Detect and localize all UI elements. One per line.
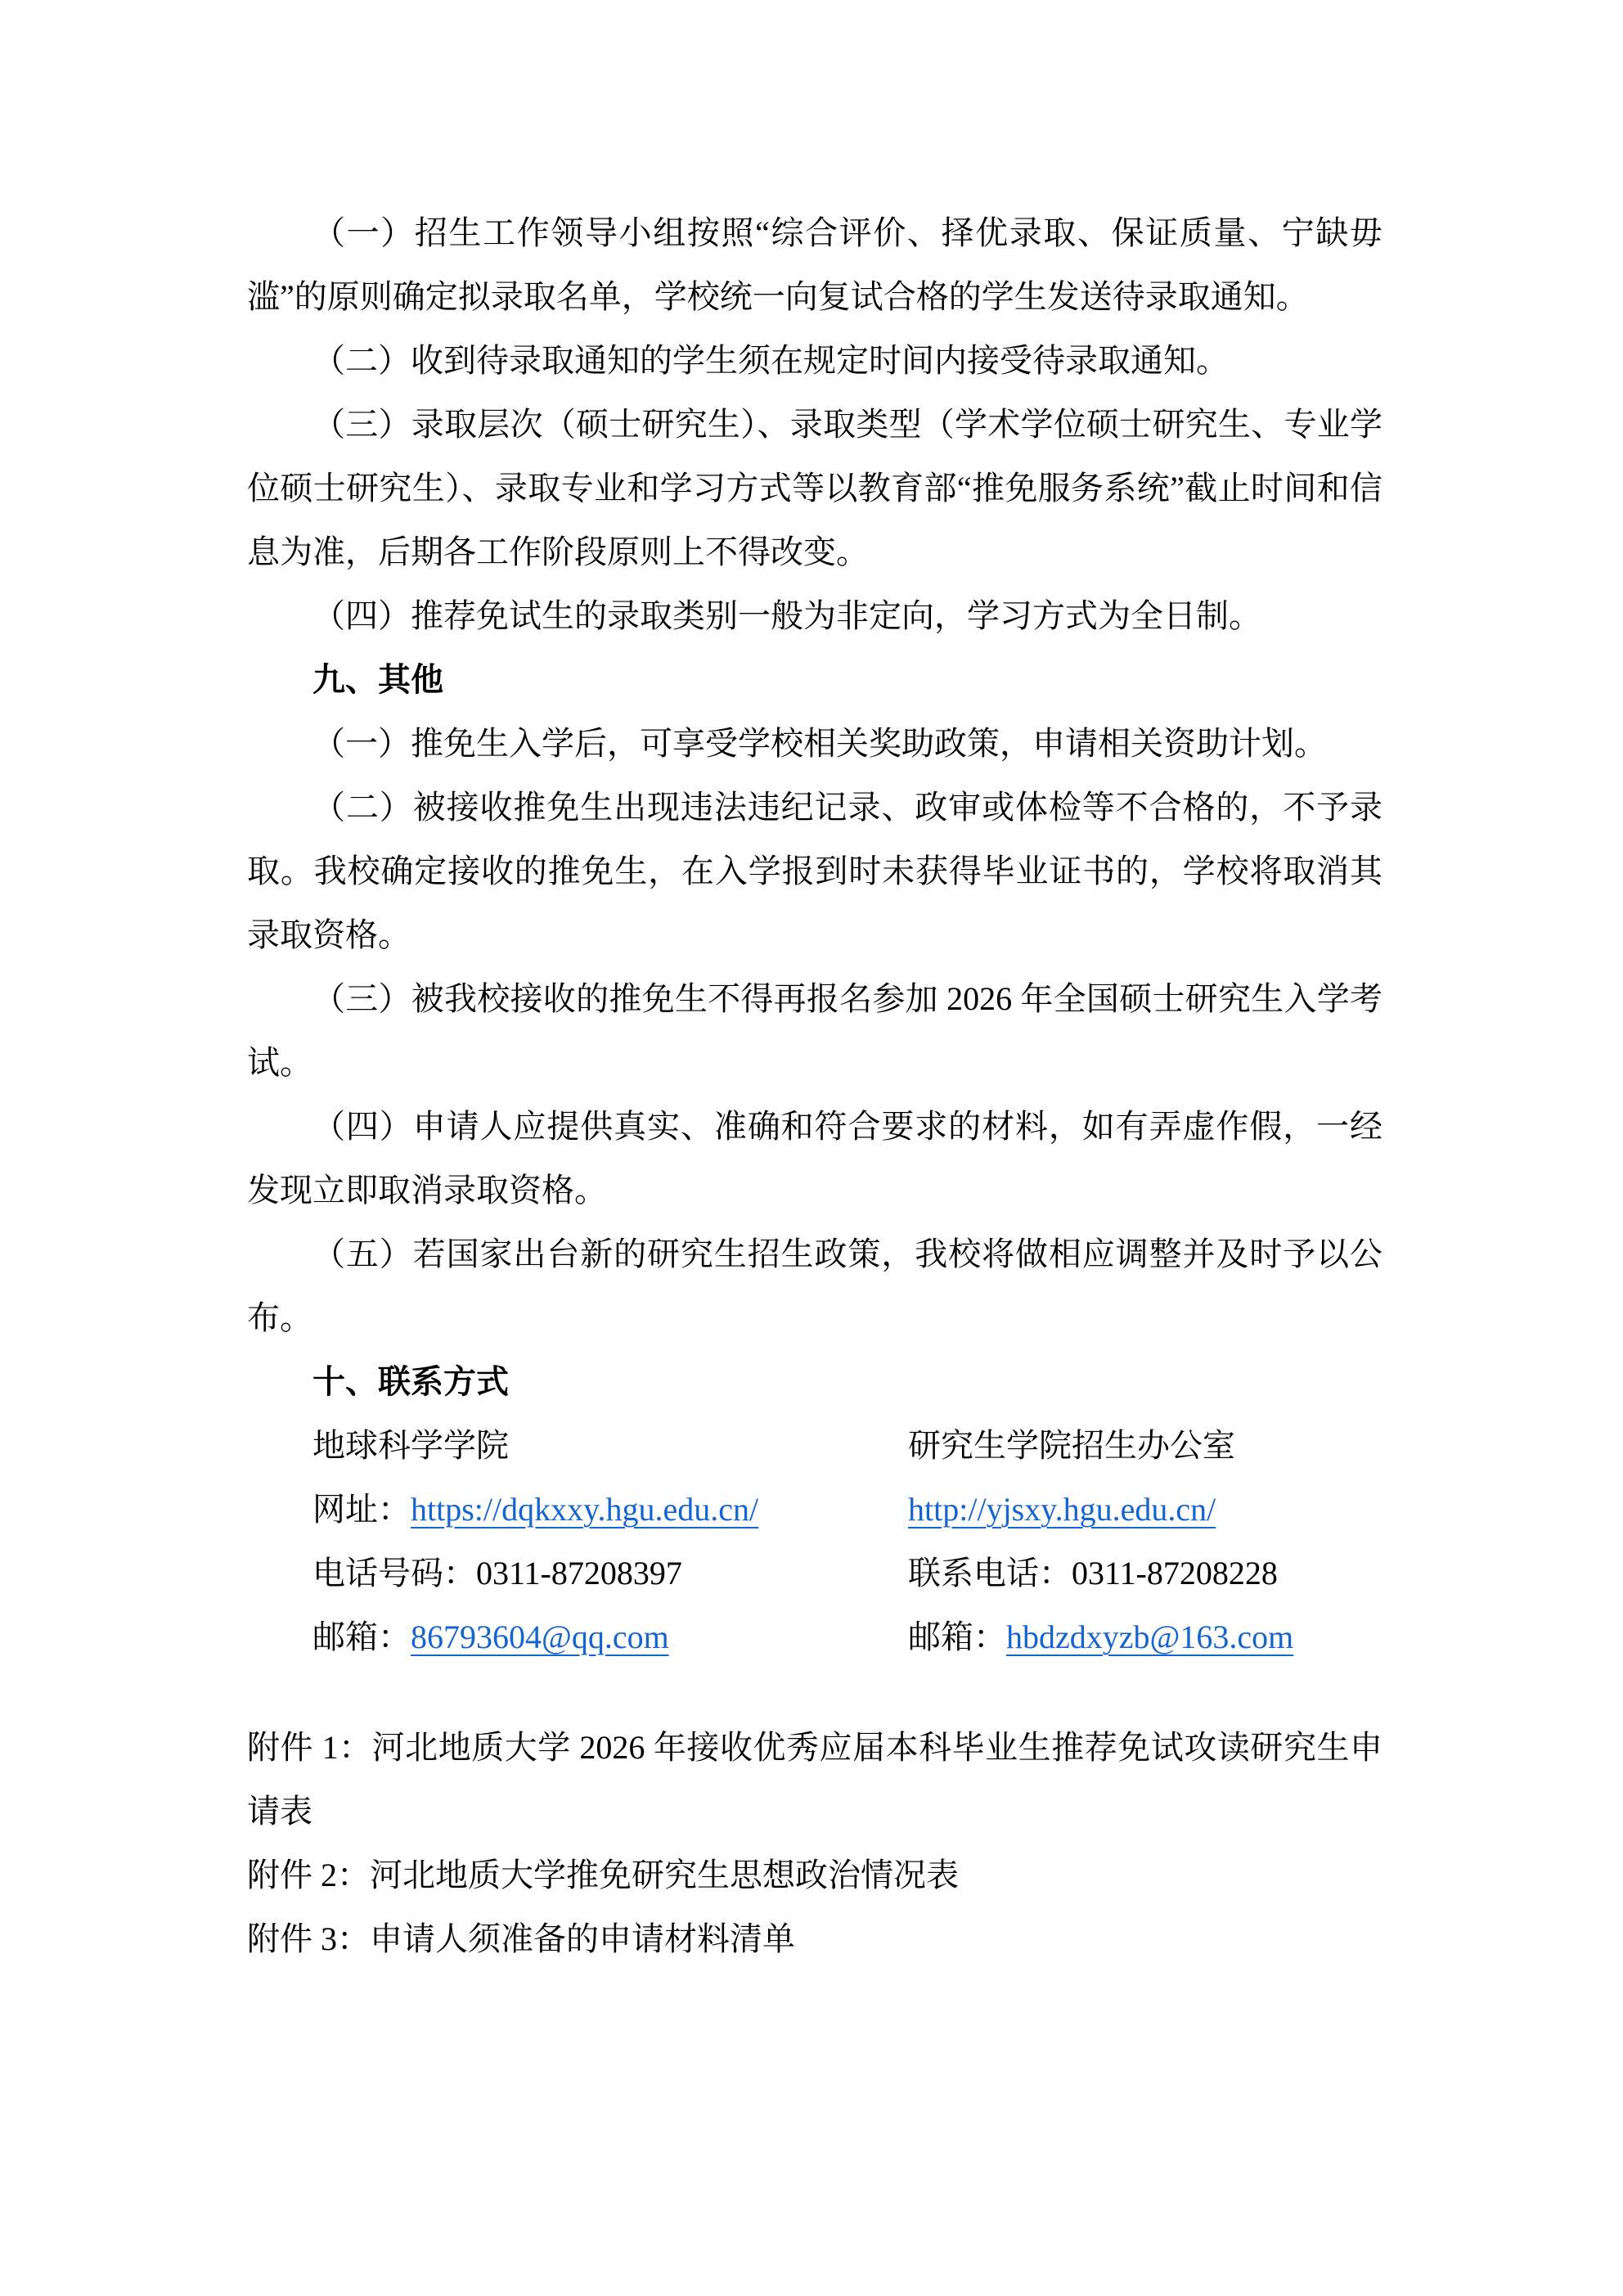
body-paragraph: （二）被接收推免生出现违法违纪记录、政审或体检等不合格的，不予录取。我校确定接收的推免生，在入学报到时未获得毕业证书的，学校将取消其录取资格。 [247,789,1382,953]
attachments-section [247,1716,1382,1971]
contact-label: 研究生学院招生办公室 [908,1427,1235,1464]
contact-right-cell [908,1478,1216,1542]
body-paragraph: （一）招生工作领导小组按照“综合评价、择优录取、保证质量、宁缺毋滥”的原则确定拟录取名单，学校统一向复试合格的学生发送待录取通知。 [247,214,1382,315]
contact-row [247,1605,1382,1669]
body-text [247,201,1382,1414]
contact-label: 联系电话：0311-87208228 [908,1555,1278,1591]
contact-row [247,1414,1382,1478]
contact-row [247,1478,1382,1542]
contact-label: 地球科学学院 [312,1427,509,1464]
contact-label: 网址： [312,1491,411,1528]
contact-right-cell [908,1414,1235,1478]
contact-left-cell [312,1491,758,1528]
attachment-line: 附件 2：河北地质大学推免研究生思想政治情况表 [247,1857,959,1893]
contact-label: 电话号码：0311-87208397 [312,1555,682,1591]
attachment-line: 附件 3：申请人须准备的申请材料清单 [247,1920,795,1957]
blank-line [247,1669,1382,1716]
contact-right-cell [908,1542,1278,1605]
body-paragraph: （五）若国家出台新的研究生招生政策，我校将做相应调整并及时予以公布。 [247,1236,1382,1336]
contact-left-cell [312,1618,669,1655]
contact-link[interactable]: https://dqkxxy.hgu.edu.cn/ [411,1491,759,1528]
body-paragraph: （四）申请人应提供真实、准确和符合要求的材料，如有弄虚作假，一经发现立即取消录取资格。 [247,1108,1382,1209]
page-content [247,201,1382,1971]
body-paragraph: （三）被我校接收的推免生不得再报名参加 2026 年全国硕士研究生入学考试。 [247,980,1382,1081]
attachment-line: 附件 1：河北地质大学 2026 年接收优秀应届本科毕业生推荐免试攻读研究生申请表 [247,1729,1382,1830]
section-heading: 十、联系方式 [312,1363,509,1400]
section-heading: 九、其他 [312,661,443,698]
contact-link[interactable]: 86793604@qq.com [411,1618,669,1655]
body-paragraph: （四）推荐免试生的录取类别一般为非定向，学习方式为全日制。 [312,597,1261,634]
contact-left-cell [312,1555,682,1591]
contact-left-cell [312,1427,509,1464]
contact-row [247,1542,1382,1605]
contact-link[interactable]: hbdzdxyzb@163.com [1006,1618,1294,1655]
body-paragraph: （三）录取层次（硕士研究生）、录取类型（学术学位硕士研究生、专业学位硕士研究生）、录取专业和学习方式等以教育部“推免服务系统”截止时间和信息为准，后期各工作阶段原则上不得改变。 [247,406,1382,570]
body-paragraph: （一）推免生入学后，可享受学校相关奖助政策，申请相关资助计划。 [312,725,1327,762]
contact-link[interactable]: http://yjsxy.hgu.edu.cn/ [908,1491,1216,1528]
contact-right-cell [908,1605,1293,1669]
body-paragraph: （二）收到待录取通知的学生须在规定时间内接受待录取通知。 [312,342,1229,379]
contact-section [247,1414,1382,1669]
contact-label: 邮箱： [312,1618,411,1655]
contact-label: 邮箱： [908,1618,1006,1655]
